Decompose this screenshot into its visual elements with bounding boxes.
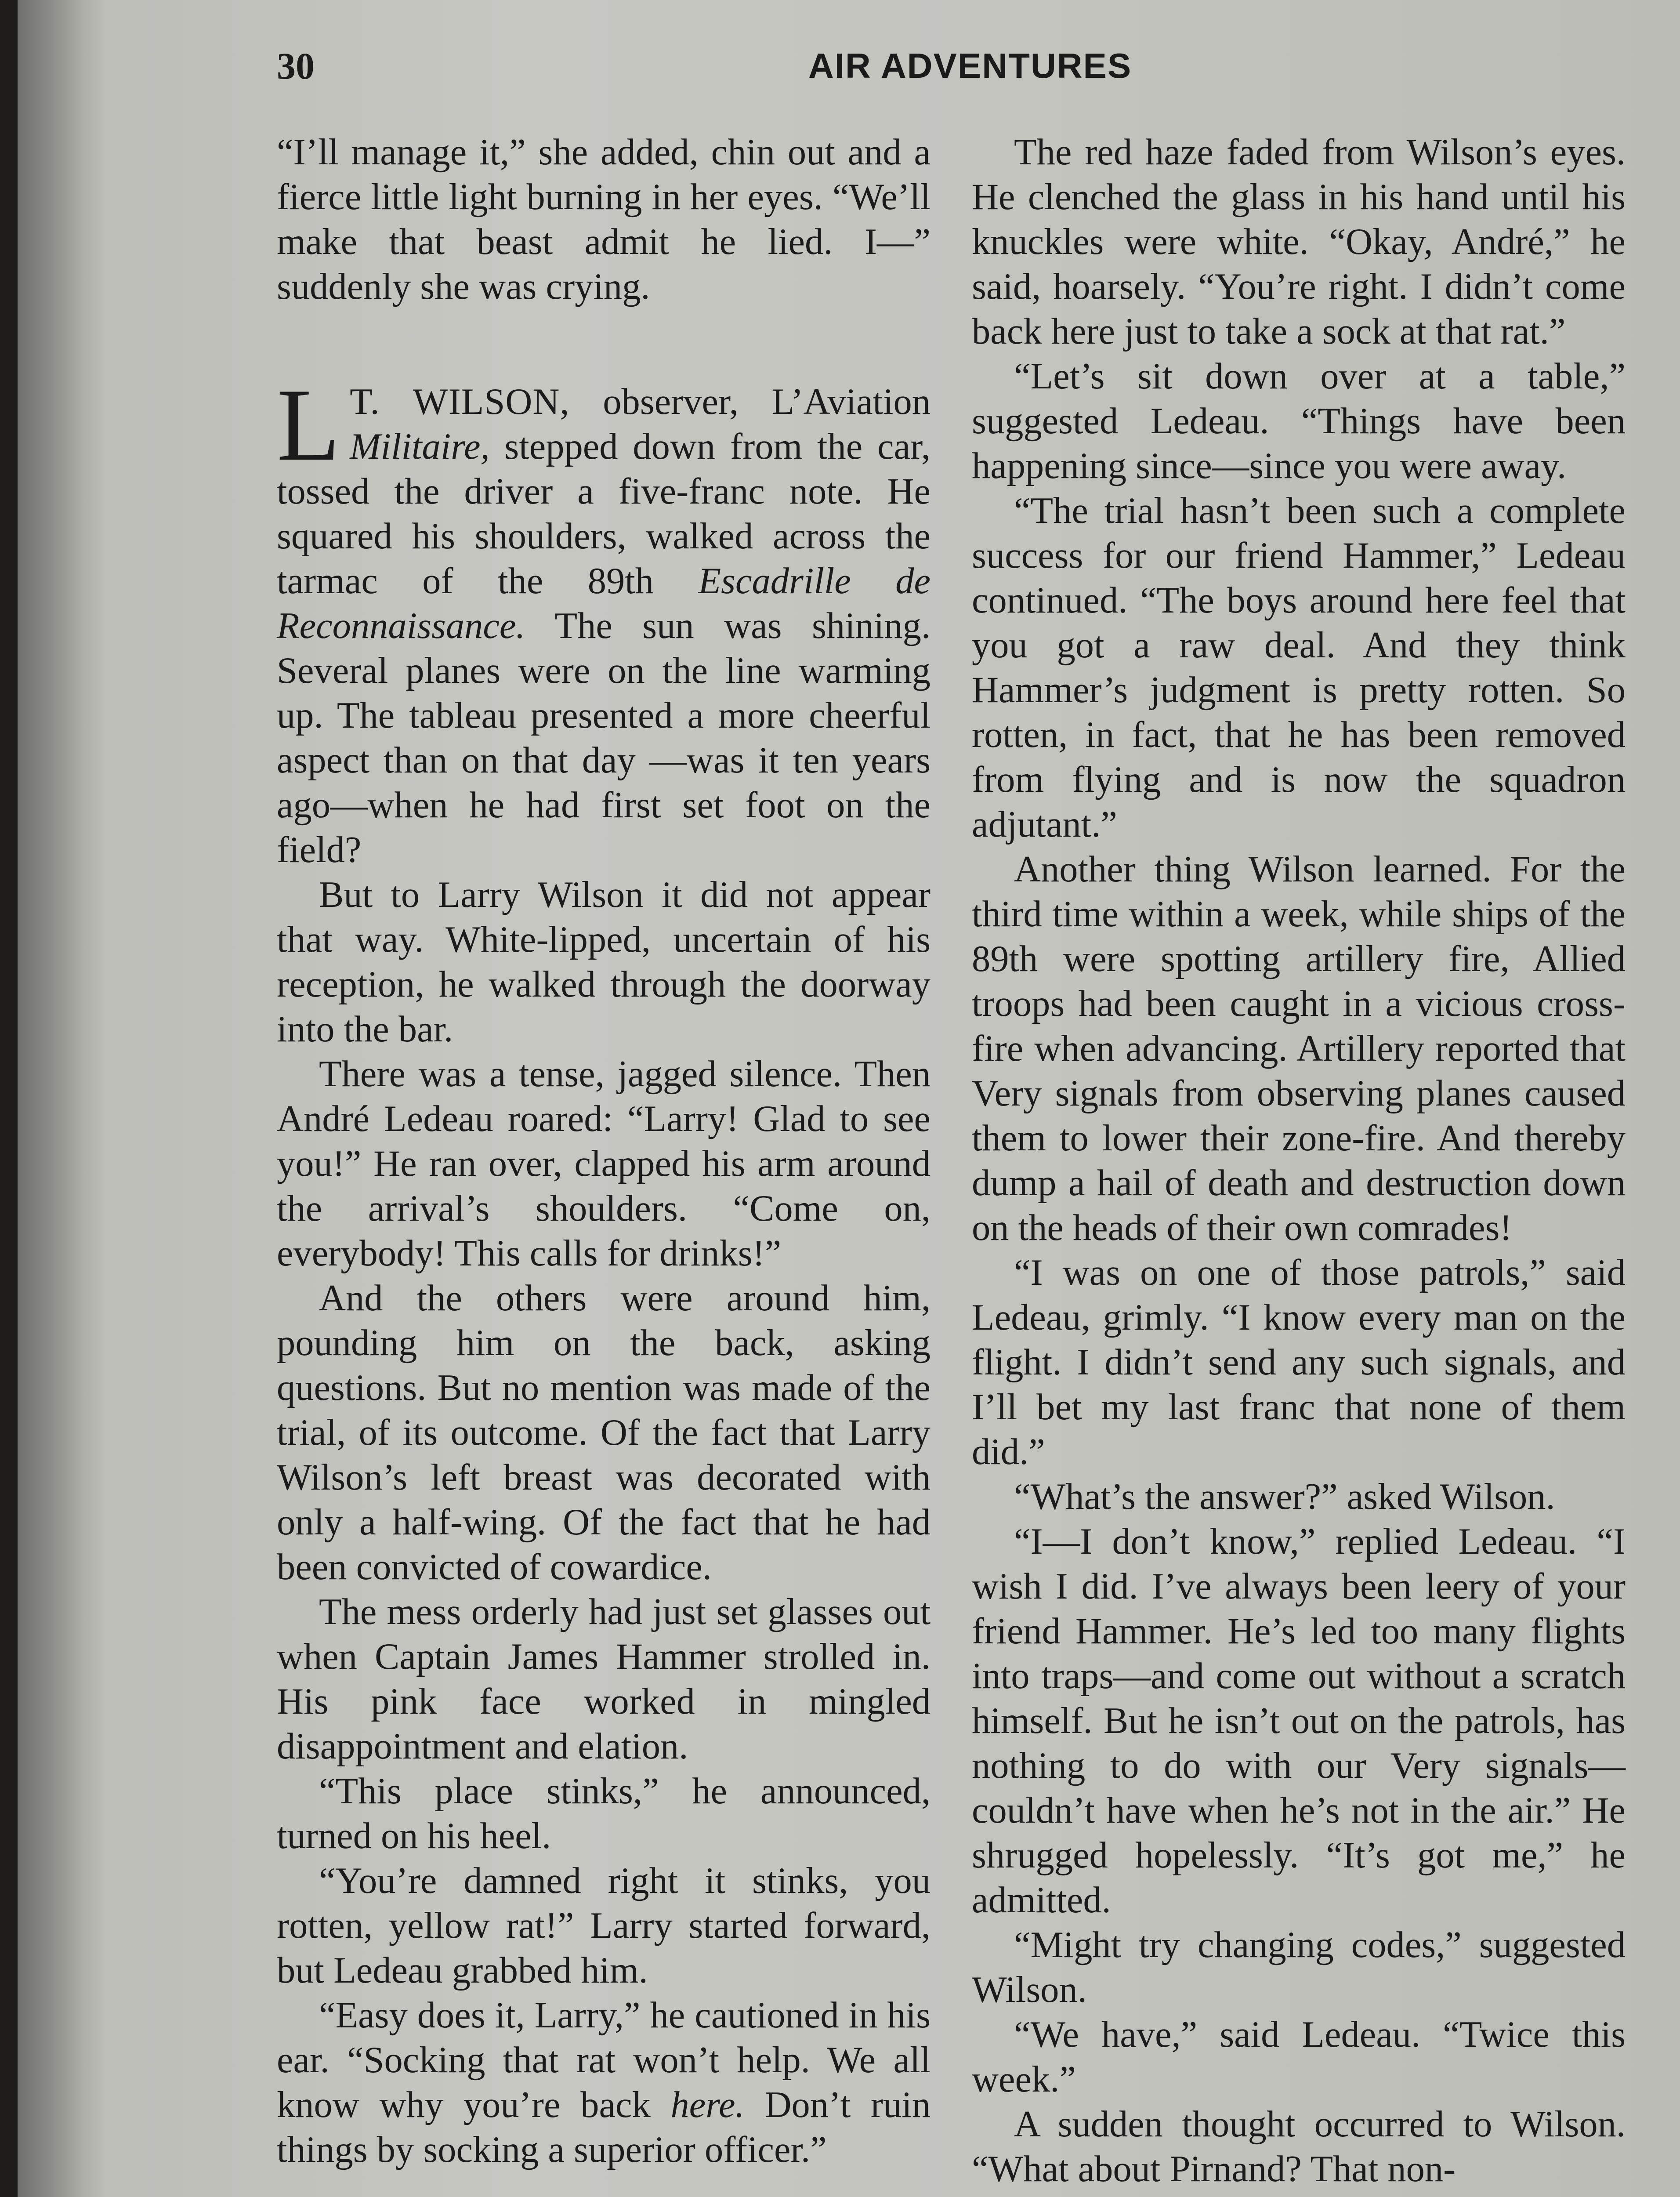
- left-column: [277, 130, 931, 2172]
- italic-text: Militaire,: [350, 426, 490, 467]
- paragraph: “We have,” said Ledeau. “Twice this week.”: [972, 2014, 1626, 2100]
- running-title: AIR ADVENTURES: [808, 46, 1132, 85]
- paragraph: [277, 1993, 931, 2172]
- text-run: observer, L’Aviation: [569, 381, 931, 422]
- paragraph: “This place stinks,” he announced, turned on his heel.: [277, 1771, 931, 1856]
- paragraph: And the others were around him, pounding him on the back, asking questions. But no mention was made of the trial, of its outcome. Of the fact that Larry Wilson’s left breast was decorated with only a half-wing. Of the fact that he had been convicted of cowardice.: [277, 1278, 931, 1588]
- page-number: 30: [277, 45, 315, 87]
- right-column: [972, 130, 1626, 2192]
- page-header: [277, 44, 1639, 92]
- text-run: The sun was shining. Several planes were on the line warming up. The tableau presented a more cheerful aspect than on that day —was it ten years ago—when he had first set foot on the field?: [277, 605, 931, 870]
- text-run: “Easy does it, Larry,” he cautioned in his ear. “Socking that rat won’t help. We all know why you’re back: [277, 1995, 931, 2125]
- drop-cap: L: [277, 368, 340, 482]
- paragraph: “What’s the answer?” asked Wilson.: [1014, 1476, 1555, 1517]
- text-run: stepped down from the car, tossed the driver a five-franc note. He squared his shoulders, walked across the tarmac of the 89th: [277, 426, 931, 602]
- paragraph: The red haze faded from Wilson’s eyes. He clenched the glass in his hand until his knuckles were white. “Okay, André,” he said, hoarsely. “You’re right. I didn’t come back here just to take a sock at that rat.”: [972, 132, 1626, 352]
- paragraph: “I was on one of those patrols,” said Ledeau, grimly. “I know every man on the flight. I didn’t send any such signals, and I’ll bet my last franc that none of them did.”: [972, 1252, 1626, 1472]
- spine-shadow: [18, 0, 105, 2197]
- paragraph: “Might try changing codes,” suggested Wilson.: [972, 1925, 1626, 2010]
- paragraph: There was a tense, jagged silence. Then André Ledeau roared: “Larry! Glad to see you!” He ran over, clapped his arm around the arrival’s shoulders. “Come on, everybody! This calls for drinks!”: [277, 1054, 931, 1274]
- paragraph: “You’re damned right it stinks, you rotten, yellow rat!” Larry started forward, but Ledeau grabbed him.: [277, 1860, 931, 1991]
- paragraph: “Let’s sit down over at a table,” suggested Ledeau. “Things have been happening since—since you were away.: [972, 356, 1626, 486]
- paragraph: “I—I don’t know,” replied Ledeau. “I wish I did. I’ve always been leery of your friend Hammer. He’s led too many flights into traps—and come out without a scratch himself. But he isn’t out on the patrols, has nothing to do with our Very signals—couldn’t have when he’s not in the air.” He shrugged hopelessly. “It’s got me,” he admitted.: [972, 1521, 1626, 1921]
- paragraph: But to Larry Wilson it did not appear that way. White-lipped, uncertain of his reception, he walked through the doorway into the bar.: [277, 874, 931, 1050]
- paragraph: The mess orderly had just set glasses out when Captain James Hammer strolled in. His pink face worked in mingled disappointment and elation.: [277, 1592, 931, 1767]
- section-opening-paragraph: [277, 368, 931, 873]
- paragraph: Another thing Wilson learned. For the third time within a week, while ships of the 89th were spotting artillery fire, Allied troops had been caught in a vicious cross-fire when advancing. Artillery reported that Very signals from observing planes caused them to lower their zone-fire. And thereby dump a hail of death and destruction down on the heads of their own comrades!: [972, 849, 1626, 1248]
- italic-text: here.: [670, 2085, 745, 2125]
- paragraph: “The trial hasn’t been such a complete success for our friend Hammer,” Ledeau continued. “The boys around here feel that you got a raw deal. And they think Hammer’s judgment is pretty rotten. So rotten, in fact, that he has been removed from flying and is now the squadron adjutant.”: [972, 490, 1626, 845]
- paragraph: A sudden thought occurred to Wilson. “What about Pirnand? That non-: [972, 2104, 1626, 2190]
- paragraph: “I’ll manage it,” she added, chin out and a fierce little light burning in her eyes. “We’ll make that beast admit he lied. I—” suddenly she was crying.: [277, 132, 931, 307]
- book-page: [18, 0, 1680, 2197]
- italic-text: Escadrille de Reconnaissance.: [277, 561, 931, 646]
- text-run: Don’t ruin things by socking a superior officer.”: [277, 2085, 931, 2170]
- lead-in: T. WILSON,: [350, 381, 570, 422]
